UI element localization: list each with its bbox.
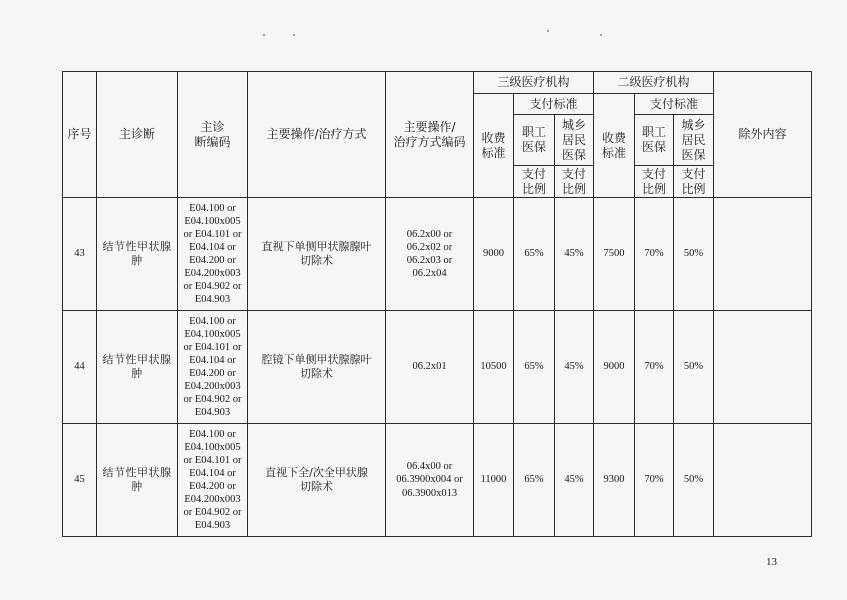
- header-tier2-employee: 职工 医保: [635, 115, 674, 166]
- row-tier2-fee: 9300: [594, 424, 635, 537]
- header-tier2-institution: 二级医疗机构: [594, 72, 714, 94]
- row-exclusions: [714, 424, 812, 537]
- scan-speck: [600, 34, 602, 36]
- header-exclusions: 除外内容: [714, 72, 812, 198]
- row-operation: 腔镜下单侧甲状腺腺叶 切除术: [248, 311, 386, 424]
- table-row: [63, 311, 812, 424]
- row-tier3-fee: 9000: [474, 198, 514, 311]
- scan-speck: [293, 34, 295, 36]
- row-tier3-employee-ratio: 65%: [514, 424, 555, 537]
- row-seq: 44: [63, 311, 97, 424]
- row-operation: 直视下单侧甲状腺腺叶 切除术: [248, 198, 386, 311]
- row-tier2-fee: 9000: [594, 311, 635, 424]
- row-tier3-employee-ratio: 65%: [514, 198, 555, 311]
- row-tier2-employee-ratio: 70%: [635, 311, 674, 424]
- header-tier2-resident-ratio: 支付 比例: [674, 166, 714, 198]
- row-operation-code: 06.2x01: [386, 311, 474, 424]
- row-operation-code: 06.2x00 or 06.2x02 or 06.2x03 or 06.2x04: [386, 198, 474, 311]
- scan-speck: [263, 34, 265, 36]
- row-tier2-employee-ratio: 70%: [635, 424, 674, 537]
- header-tier3-resident-ratio: 支付 比例: [555, 166, 594, 198]
- row-seq: 43: [63, 198, 97, 311]
- header-tier2-fee: 收费 标准: [594, 94, 635, 198]
- row-tier3-resident-ratio: 45%: [555, 311, 594, 424]
- row-diagnosis: 结节性甲状腺肿: [97, 198, 178, 311]
- row-tier2-resident-ratio: 50%: [674, 311, 714, 424]
- row-diagnosis-code: E04.100 or E04.100x005 or E04.101 or E04.104 or E04.200 or E04.200x003 or E04.902 or E04.903: [178, 311, 248, 424]
- header-tier2-resident: 城乡 居民 医保: [674, 115, 714, 166]
- row-operation-code: 06.4x00 or 06.3900x004 or 06.3900x013: [386, 424, 474, 537]
- row-tier3-fee: 11000: [474, 424, 514, 537]
- header-tier3-institution: 三级医疗机构: [474, 72, 594, 94]
- header-tier3-employee: 职工 医保: [514, 115, 555, 166]
- row-tier3-employee-ratio: 65%: [514, 311, 555, 424]
- header-tier2-pay-standard: 支付标准: [635, 94, 714, 115]
- header-tier3-pay-standard: 支付标准: [514, 94, 594, 115]
- row-diagnosis: 结节性甲状腺肿: [97, 424, 178, 537]
- header-operation: 主要操作/治疗方式: [248, 72, 386, 198]
- row-diagnosis: 结节性甲状腺肿: [97, 311, 178, 424]
- scan-speck: [547, 30, 549, 32]
- row-tier3-resident-ratio: 45%: [555, 424, 594, 537]
- header-diagnosis: 主诊断: [97, 72, 178, 198]
- table-row: [63, 198, 812, 311]
- header-tier2-employee-ratio: 支付 比例: [635, 166, 674, 198]
- row-seq: 45: [63, 424, 97, 537]
- row-diagnosis-code: E04.100 or E04.100x005 or E04.101 or E04.104 or E04.200 or E04.200x003 or E04.902 or E04.903: [178, 424, 248, 537]
- row-tier3-fee: 10500: [474, 311, 514, 424]
- header-seq: 序号: [63, 72, 97, 198]
- row-tier2-resident-ratio: 50%: [674, 198, 714, 311]
- row-diagnosis-code: E04.100 or E04.100x005 or E04.101 or E04.104 or E04.200 or E04.200x003 or E04.902 or E04.903: [178, 198, 248, 311]
- row-tier3-resident-ratio: 45%: [555, 198, 594, 311]
- row-tier2-resident-ratio: 50%: [674, 424, 714, 537]
- header-operation-code: 主要操作/ 治疗方式编码: [386, 72, 474, 198]
- row-exclusions: [714, 311, 812, 424]
- row-tier2-employee-ratio: 70%: [635, 198, 674, 311]
- payment-standard-table: [62, 71, 812, 537]
- page-number: 13: [766, 556, 777, 568]
- header-diagnosis-code: 主诊 断编码: [178, 72, 248, 198]
- table-row: [63, 424, 812, 537]
- header-tier3-resident: 城乡 居民 医保: [555, 115, 594, 166]
- row-tier2-fee: 7500: [594, 198, 635, 311]
- header-tier3-fee: 收费 标准: [474, 94, 514, 198]
- row-exclusions: [714, 198, 812, 311]
- row-operation: 直视下全/次全甲状腺 切除术: [248, 424, 386, 537]
- header-tier3-employee-ratio: 支付 比例: [514, 166, 555, 198]
